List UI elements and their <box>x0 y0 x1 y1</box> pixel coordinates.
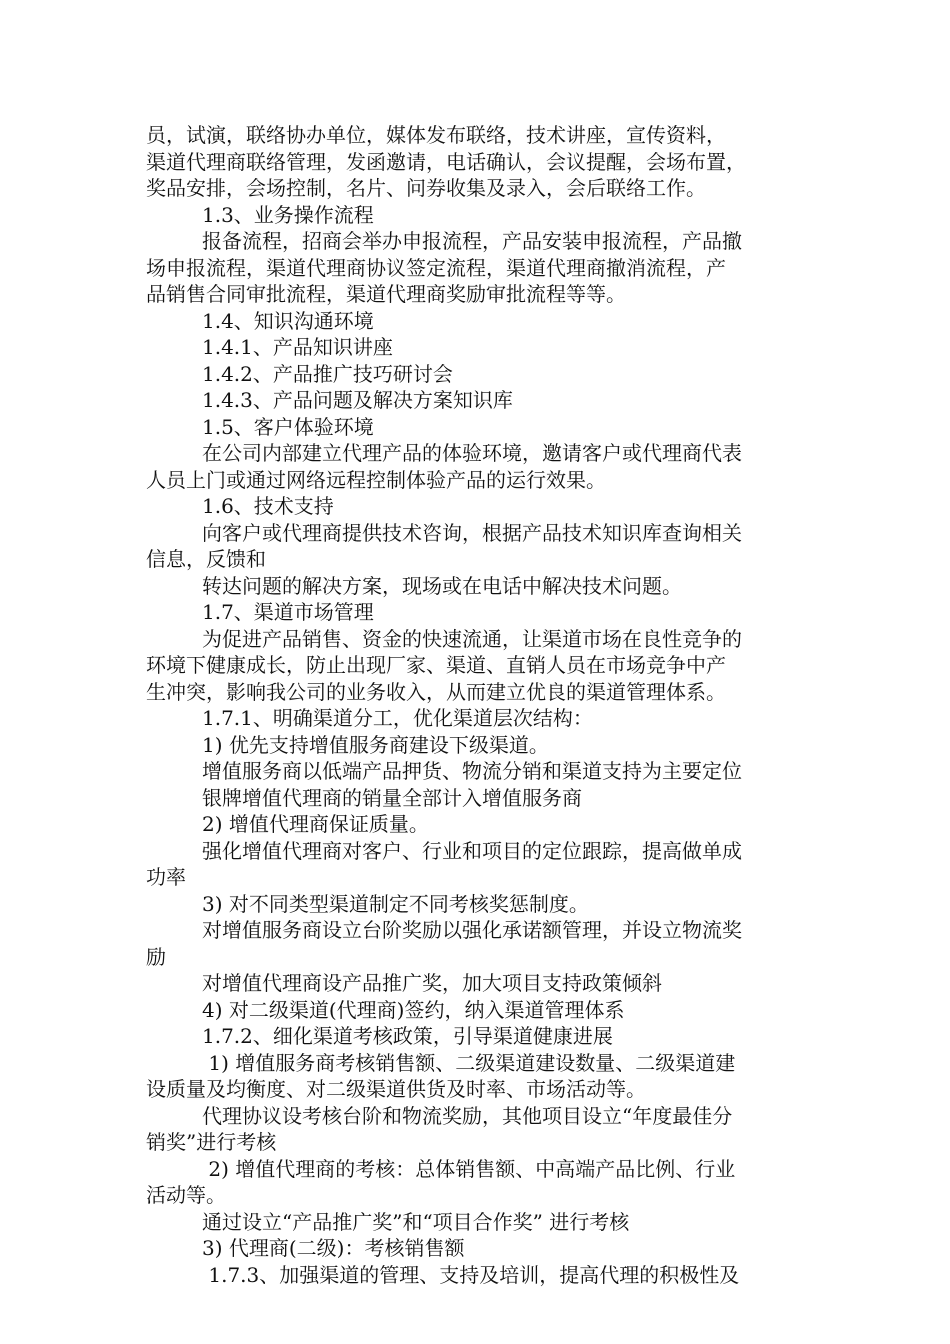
text-line: 设质量及均衡度、对二级渠道供货及时率、市场活动等。 <box>146 1077 646 1101</box>
text-line: 增值服务商以低端产品押货、物流分销和渠道支持为主要定位 <box>202 759 742 783</box>
text-line: 对增值服务商设立台阶奖励以强化承诺额管理，并设立物流奖 <box>202 918 742 942</box>
text-line: 信息，反馈和 <box>146 547 266 571</box>
text-line: 1.7.2、细化渠道考核政策，引导渠道健康进展 <box>202 1024 613 1048</box>
text-line: 1.4.1、产品知识讲座 <box>202 335 393 359</box>
text-line: 员，试演，联络协办单位，媒体发布联络，技术讲座，宣传资料， <box>146 123 726 147</box>
text-line: 场申报流程，渠道代理商协议签定流程，渠道代理商撤消流程，产 <box>146 255 726 280</box>
text-line: 在公司内部建立代理产品的体验环境，邀请客户或代理商代表 <box>202 441 742 465</box>
text-line: 1.6、技术支持 <box>202 494 334 518</box>
text-line: 1.3、业务操作流程 <box>202 202 374 227</box>
text-line: 1) 增值服务商考核销售额、二级渠道建设数量、二级渠道建 <box>202 1050 736 1075</box>
text-line: 1.4、知识沟通环境 <box>202 308 374 333</box>
text-line: 功率 <box>146 865 186 889</box>
text-line: 生冲突，影响我公司的业务收入，从而建立优良的渠道管理体系。 <box>146 679 726 704</box>
text-line: 向客户或代理商提供技术咨询，根据产品技术知识库查询相关 <box>202 520 742 545</box>
text-line: 1.7.3、加强渠道的管理、支持及培训，提高代理的积极性及 <box>202 1262 740 1287</box>
text-line: 环境下健康成长，防止出现厂家、渠道、直销人员在市场竞争中产 <box>146 653 726 677</box>
text-line: 2) 增值代理商的考核：总体销售额、中高端产品比例、行业 <box>202 1156 736 1181</box>
text-line: 2) 增值代理商保证质量。 <box>202 812 429 836</box>
text-line: 银牌增值代理商的销量全部计入增值服务商 <box>202 785 582 810</box>
text-line: 1.7.1、明确渠道分工，优化渠道层次结构： <box>202 706 593 730</box>
text-line: 渠道代理商联络管理，发函邀请，电话确认，会议提醒，会场布置， <box>146 149 746 174</box>
text-line: 1.4.2、产品推广技巧研讨会 <box>202 361 453 386</box>
text-line: 人员上门或通过网络远程控制体验产品的运行效果。 <box>146 467 606 492</box>
text-line: 3) 对不同类型渠道制定不同考核奖惩制度。 <box>202 891 589 916</box>
text-line: 报备流程，招商会举办申报流程，产品安装申报流程，产品撤 <box>202 229 742 253</box>
text-line: 3) 代理商(二级)：考核销售额 <box>202 1236 465 1260</box>
text-line: 1) 优先支持增值服务商建设下级渠道。 <box>202 732 549 757</box>
document-body <box>146 122 810 1288</box>
text-line: 代理协议设考核台阶和物流奖励，其他项目设立“年度最佳分 <box>202 1103 733 1128</box>
text-line: 强化增值代理商对客户、行业和项目的定位跟踪，提高做单成 <box>202 838 742 863</box>
text-line: 转达问题的解决方案，现场或在电话中解决技术问题。 <box>202 573 682 598</box>
text-line: 4) 对二级渠道(代理商)签约，纳入渠道管理体系 <box>202 997 625 1022</box>
text-line: 通过设立“产品推广奖”和“项目合作奖” 进行考核 <box>202 1209 630 1234</box>
text-line: 对增值代理商设产品推广奖，加大项目支持政策倾斜 <box>202 971 662 995</box>
text-line: 奖品安排，会场控制，名片、问券收集及录入，会后联络工作。 <box>146 176 706 200</box>
text-line: 1.5、客户体验环境 <box>202 414 374 439</box>
text-line: 1.4.3、产品问题及解决方案知识库 <box>202 388 513 412</box>
text-line: 销奖”进行考核 <box>146 1130 277 1154</box>
text-line: 励 <box>146 944 166 969</box>
text-line: 活动等。 <box>146 1183 226 1207</box>
text-line: 为促进产品销售、资金的快速流通，让渠道市场在良性竞争的 <box>202 626 742 651</box>
text-line: 1.7、渠道市场管理 <box>202 600 374 624</box>
text-line: 品销售合同审批流程，渠道代理商奖励审批流程等等。 <box>146 282 626 306</box>
